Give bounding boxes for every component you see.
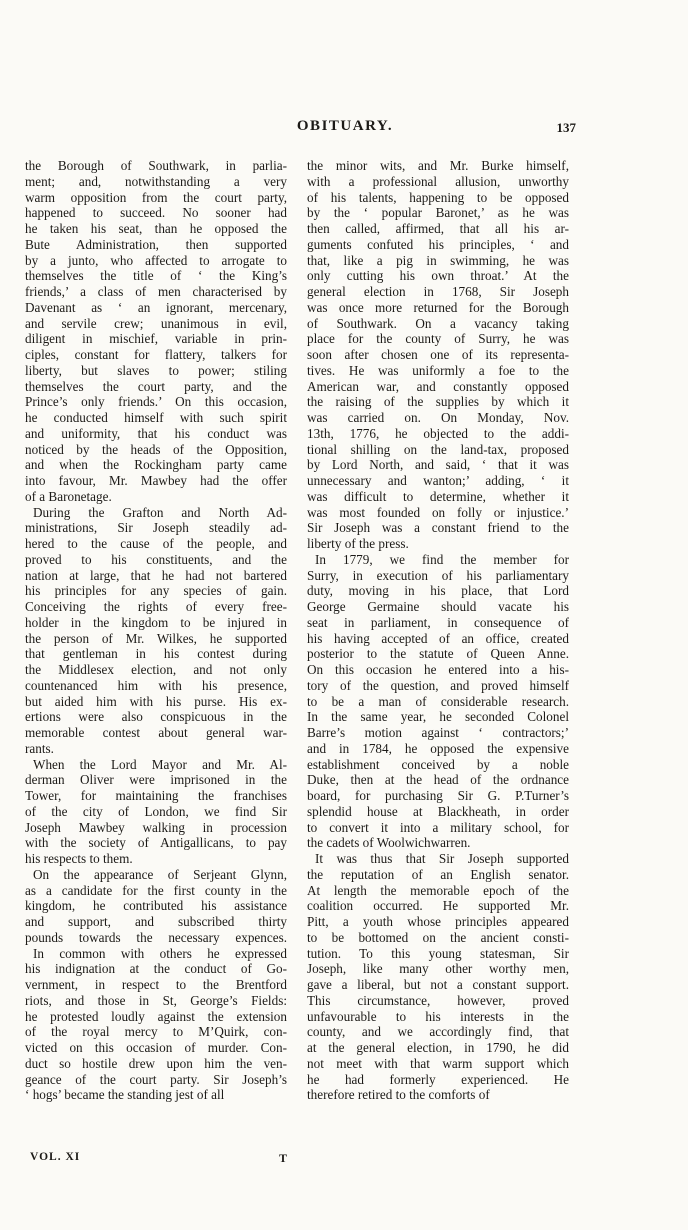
text-line: George Germaine should vacate his [307,599,569,614]
text-line: On this occasion he entered into a his- [307,662,569,677]
text-line: and support, and subscribed thirty [25,914,287,929]
text-line: not meet with that warm support which [307,1055,569,1071]
text-line: riots, and those in St, George’s Fields: [25,992,287,1008]
text-line: warm opposition from the court party, [25,189,287,205]
text-line: the minor wits, and Mr. Burke himself, [307,158,569,173]
text-line: posterior to the statute of Queen Anne. [307,646,569,662]
text-line: of the royal mercy to M’Quirk, con- [25,1024,287,1040]
text-line: with the society of Antigallicans, to pay [25,835,287,851]
text-line: by a junto, who affected to arrogate to [25,252,287,268]
text-line: hered to the cause of the people, and [25,536,287,551]
text-line: rants. [25,740,54,756]
text-line: gave a liberal, but not a constant support. [307,977,569,992]
text-line: of his talents, happening to be opposed [307,189,569,205]
text-line: that gentleman in his contest during [25,646,287,662]
text-line: memorable contest about general war- [25,725,287,740]
text-line: At length the memorable epoch of the [307,882,569,898]
text-line: was difficult to determine, whether it [307,488,569,504]
text-line: board, for purchasing Sir G. P.Turner’s [307,788,569,803]
text-line: derman Oliver were imprisoned in the [25,772,287,788]
text-line: establishment conceived by a noble [307,756,569,772]
left-column [25,158,287,1103]
text-line: and when the Rockingham party came [25,457,287,473]
text-line: Tower, for maintaining the franchises [25,788,287,803]
text-line: vernment, in respect to the Brentford [25,977,287,992]
text-line: seat in parliament, in consequence of [307,614,569,630]
text-line: duty, moving in his place, that Lord [307,583,569,599]
text-line: by Lord North, and said, ‘ that it was [307,457,569,473]
running-head [0,118,688,138]
text-line: and servile crew; unanimous in evil, [25,315,287,331]
text-line: During the Grafton and North Ad- [33,504,287,520]
text-line: the reputation of an English senator. [307,866,569,882]
text-line: happened to succeed. No sooner had [25,205,287,221]
text-line: unnecessary and wanton;’ adding, ‘ it [307,473,569,488]
text-line: It was thus that Sir Joseph supported [315,851,569,866]
text-line: his indignation at the conduct of Go- [25,961,287,977]
text-line: place for the county of Surry, he was [307,331,569,347]
text-line: he conducted himself with such spirit [25,410,287,425]
text-line: On the appearance of Serjeant Glynn, [33,866,287,882]
text-line: tives. He was uniformly a foe to the [307,362,569,378]
text-line: themselves the title of ‘ the King’s [25,268,287,284]
text-line: ‘ hogs’ became the standing jest of all [25,1087,225,1103]
page-title: OBITUARY. [296,118,394,134]
text-line: Joseph Mawbey walking in procession [25,819,287,835]
text-line: geance of the court party. Sir Joseph’s [25,1071,287,1087]
text-line: noticed by the heads of the Opposition, [25,441,287,457]
text-line: he taken his seat, than he opposed the [25,221,287,236]
text-line: In common with others he expressed [33,945,287,961]
text-line: Sir Joseph was a constant friend to the [307,520,569,536]
text-line: Davenant as ‘ an ignorant, mercenary, [25,299,287,315]
text-line: In 1779, we find the member for [315,551,569,567]
text-line: his respects to them. [25,851,133,866]
text-line: coalition occurred. He supported Mr. [307,898,569,914]
text-line: by the ‘ popular Baronet,’ as he was [307,205,569,221]
text-line: to be bottomed on the ancient consti- [307,929,569,945]
text-line: Bute Administration, then supported [25,236,287,252]
text-line: unfavourable to his interests in the [307,1008,569,1024]
text-line: Conceiving the rights of every free- [25,599,287,614]
text-line: liberty, but slaves to power; stiling [25,362,287,378]
text-line: that, like a pig in swimming, he was [307,252,569,268]
text-line: ministrations, Sir Joseph steadily ad- [25,520,287,536]
text-line: then called, affirmed, that all his ar- [307,221,569,236]
text-line: to convert it into a military school, for [307,819,569,835]
text-line: the person of Mr. Wilkes, he supported [25,630,287,646]
text-line: the Borough of Southwark, in parlia- [25,158,287,173]
text-line: into favour, Mr. Mawbey had the offer [25,473,287,488]
text-line: soon after chosen one of its representa- [307,347,569,362]
text-line: his having accepted of an office, created [307,630,569,646]
text-line: tional shilling on the land-tax, proposed [307,441,569,457]
volume-mark: VOL. XI [30,1151,81,1163]
text-line: county, and we accordingly find, that [307,1024,569,1040]
text-line: guments confuted his principles, ‘ and [307,236,569,252]
text-line: proved to his constituents, and the [25,551,287,567]
text-line: but aided him with his purse. His ex- [25,693,287,709]
text-line: countenanced him with his presence, [25,677,287,693]
text-line: friends,’ a class of men characterised by [25,284,287,299]
text-line: ertions were also conspicuous in the [25,709,287,725]
text-line: the Middlesex election, and not only [25,662,287,677]
text-line: splendid house at Blackheath, in order [307,803,569,819]
text-line: Duke, then at the head of the ordnance [307,772,569,788]
text-line: of a Baronetage. [25,488,112,504]
text-line: When the Lord Mayor and Mr. Al- [33,756,287,772]
text-line: as a candidate for the first county in the [25,882,287,898]
text-line: general election in 1768, Sir Joseph [307,284,569,299]
text-line: 13th, 1776, he objected to the addi- [307,425,569,441]
text-line: only cutting his own throat.’ At the [307,268,569,284]
text-line: tory of the question, and proved himself [307,677,569,693]
text-line: Barre’s motion against ‘ contractors;’ [307,725,569,740]
right-column [307,158,569,1103]
text-line: themselves the court party, and the [25,378,287,394]
text-line: kingdom, he contributed his assistance [25,898,287,914]
text-line: to be a man of considerable research. [307,693,569,709]
text-line: Prince’s only friends.’ On this occasion, [25,394,287,410]
text-line: he had formerly experienced. He [307,1071,569,1087]
text-line: the cadets of Woolwichwarren. [307,835,471,851]
text-line: victed on this occasion of murder. Con- [25,1040,287,1055]
text-line: nation at large, that he had not bartered [25,567,287,583]
text-line: of the city of London, we find Sir [25,803,287,819]
footer [0,1151,688,1169]
text-line: was once more returned for the Borough [307,299,569,315]
text-line: pounds towards the necessary expences. [25,929,287,945]
page-number: 137 [556,120,576,135]
text-line: tution. To this young statesman, Sir [307,945,569,961]
text-line: In the same year, he seconded Colonel [307,709,569,725]
text-line: the raising of the supplies by which it [307,394,569,410]
text-line: he protested loudly against the extension [25,1008,287,1024]
text-line: and uniformity, that his conduct was [25,425,287,441]
text-line: Pitt, a youth whose principles appeared [307,914,569,929]
text-line: with a professional allusion, unworthy [307,173,569,189]
text-line: his principles for any species of gain. [25,583,287,599]
text-line: ciples, constant for flattery, talkers for [25,347,287,362]
text-line: was most founded on folly or injustice.’ [307,504,569,520]
text-line: of Southwark. On a vacancy taking [307,315,569,331]
text-line: at the general election, in 1790, he did [307,1040,569,1055]
text-line: liberty of the press. [307,536,409,551]
text-line: This circumstance, however, proved [307,992,569,1008]
text-line: Surry, in execution of his parliamentary [307,567,569,583]
text-line: was carried on. On Monday, Nov. [307,410,569,425]
text-line: holder in the kingdom to be injured in [25,614,287,630]
text-line: duct so hostile drew upon him the ven- [25,1055,287,1071]
text-line: therefore retired to the comforts of [307,1087,490,1103]
text-line: ment; and, notwithstanding a very [25,173,287,189]
signature-mark: T [279,1151,288,1165]
text-line: and in 1784, he opposed the expensive [307,740,569,756]
text-line: American war, and constantly opposed [307,378,569,394]
text-line: diligent in mischief, variable in prin- [25,331,287,347]
text-line: Joseph, like many other worthy men, [307,961,569,977]
